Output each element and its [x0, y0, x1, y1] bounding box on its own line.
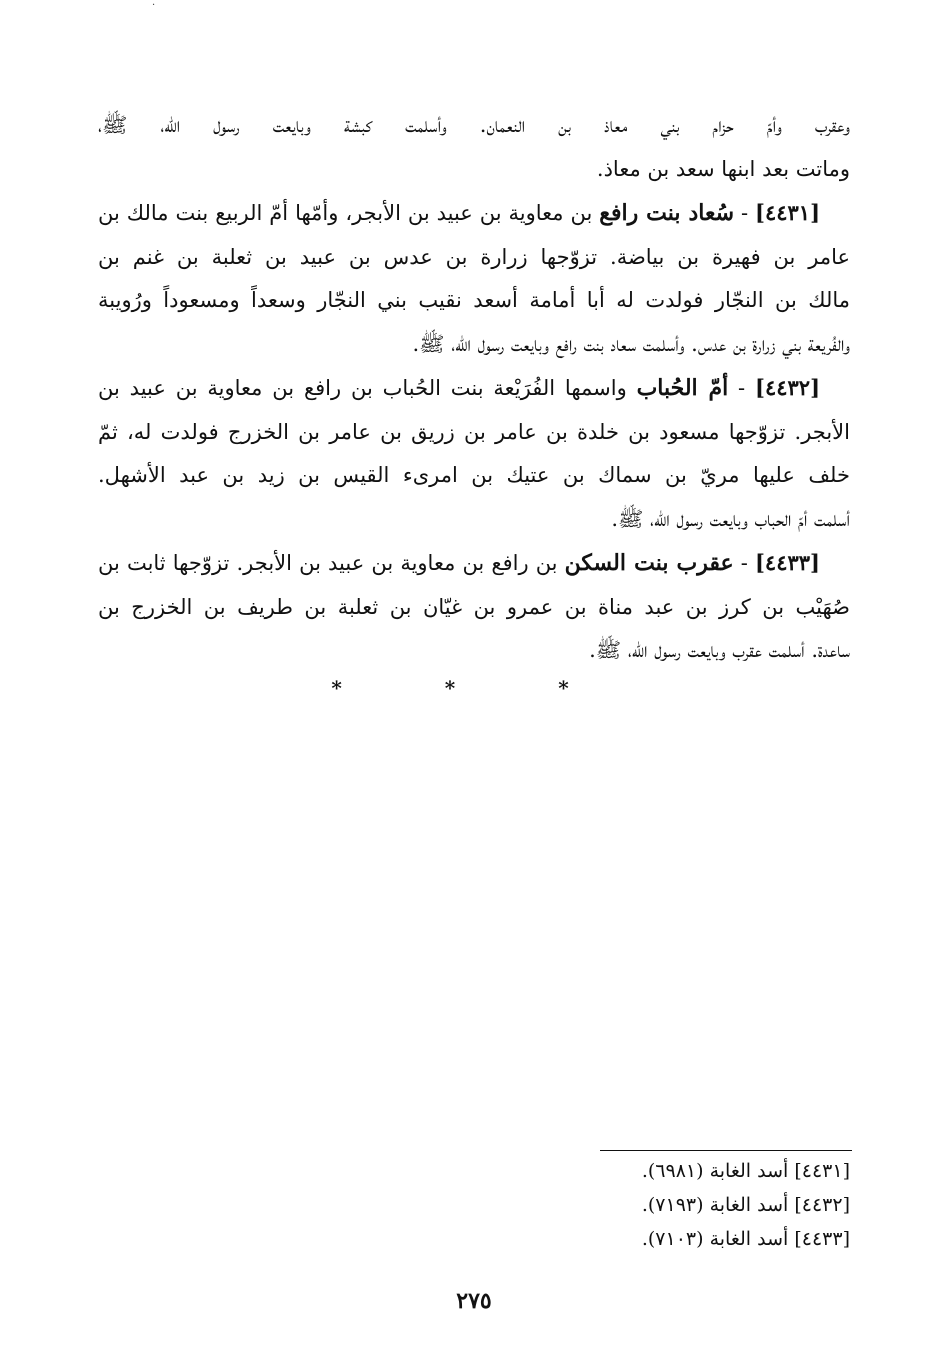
entry-4432 — [98, 366, 850, 541]
text-line: صُهَيْب بن كرز بن عبد مناة بن عمرو بن غيّان بن ثعلبة بن طريف بن الخزرج بن — [98, 594, 850, 619]
page-corner-dot: · — [152, 0, 156, 11]
intro-paragraph — [98, 104, 850, 191]
footnote-divider — [600, 1150, 852, 1151]
footnote: [٤٤٣٣] أسد الغابة (٧١٠٣). — [641, 1228, 850, 1250]
text-line: مالك بن النجّار فولدت له أبا أمامة أسعد نقيب بني النجّار وسعداً ومسعوداً ورُويبة — [98, 288, 850, 312]
entry-name: عقرب بنت السكن — [564, 550, 734, 576]
text-line: وعقرب وأمّ حزام بني معاذ بن النعمان. وأسلمت كبشة وبايعت رسول الله، ﷺ، — [98, 113, 850, 137]
footnotes — [550, 1154, 850, 1256]
text-line: وماتت بعد ابنها سعد بن معاذ. — [596, 156, 850, 181]
section-separator: * * * — [331, 676, 617, 700]
entry-first-line: [٤٤٣١] - سُعاد بنت رافع بن معاوية بن عبيد بن الأبجر، وأمّها أمّ الربيع بنت مالك بن — [98, 200, 820, 226]
entry-text: بن رافع بن معاوية بن عبيد بن الأبجر. تزوّجها ثابت بن — [98, 551, 558, 575]
footnote: [٤٤٣١] أسد الغابة (٦٩٨١). — [641, 1160, 850, 1182]
entry-first-line: [٤٤٣٢] - أمّ الحُباب واسمها الفُرَيْعة بنت الحُباب بن رافع بن معاوية بن عبيد بن — [98, 375, 820, 401]
entry-name: سُعاد بنت رافع — [599, 200, 735, 226]
text-line: ساعدة. أسلمت عقرب وبايعت رسول الله، ﷺ. — [589, 638, 850, 662]
entry-name: أمّ الحُباب — [636, 375, 729, 401]
text-line: الأبجر. تزوّجها مسعود بن خلدة بن عامر بن زريق بن عامر بن الخزرج فولدت له، ثمّ — [98, 419, 850, 444]
entry-number: [٤٤٣٣] — [754, 550, 820, 575]
main-text — [98, 104, 850, 673]
entry-number: [٤٤٣٢] — [755, 375, 820, 400]
text-line: أسلمت أمّ الحباب وبايعت رسول الله، ﷺ. — [611, 506, 850, 531]
text-line: خلف عليها مريّ بن سماك بن عتيك بن امرىء القيس بن زيد بن عبد الأشهل. — [98, 463, 850, 487]
page-number: ٢٧٥ — [456, 1288, 492, 1314]
entry-text: بن معاوية بن عبيد بن الأبجر، وأمّها أمّ الربيع بنت مالك بن — [98, 201, 593, 225]
entry-number: [٤٤٣١] — [755, 200, 820, 225]
text-line: والفُريعة بني زرارة بن عدس. وأسلمت سعاد بنت رافع وبايعت رسول الله، ﷺ. — [412, 331, 850, 356]
entry-first-line: [٤٤٣٣] - عقرب بنت السكن بن رافع بن معاوية بن عبيد بن الأبجر. تزوّجها ثابت بن — [98, 550, 820, 576]
entry-text: واسمها الفُرَيْعة بنت الحُباب بن رافع بن معاوية بن عبيد بن — [98, 376, 627, 400]
footnote: [٤٤٣٢] أسد الغابة (٧١٩٣). — [641, 1194, 850, 1216]
entry-4431 — [98, 191, 850, 366]
text-line: عامر بن فهيرة بن بياضة. تزوّجها زرارة بن عدس بن عبيد بن ثعلبة بن غنم بن — [98, 244, 850, 269]
entry-4433 — [98, 541, 850, 673]
